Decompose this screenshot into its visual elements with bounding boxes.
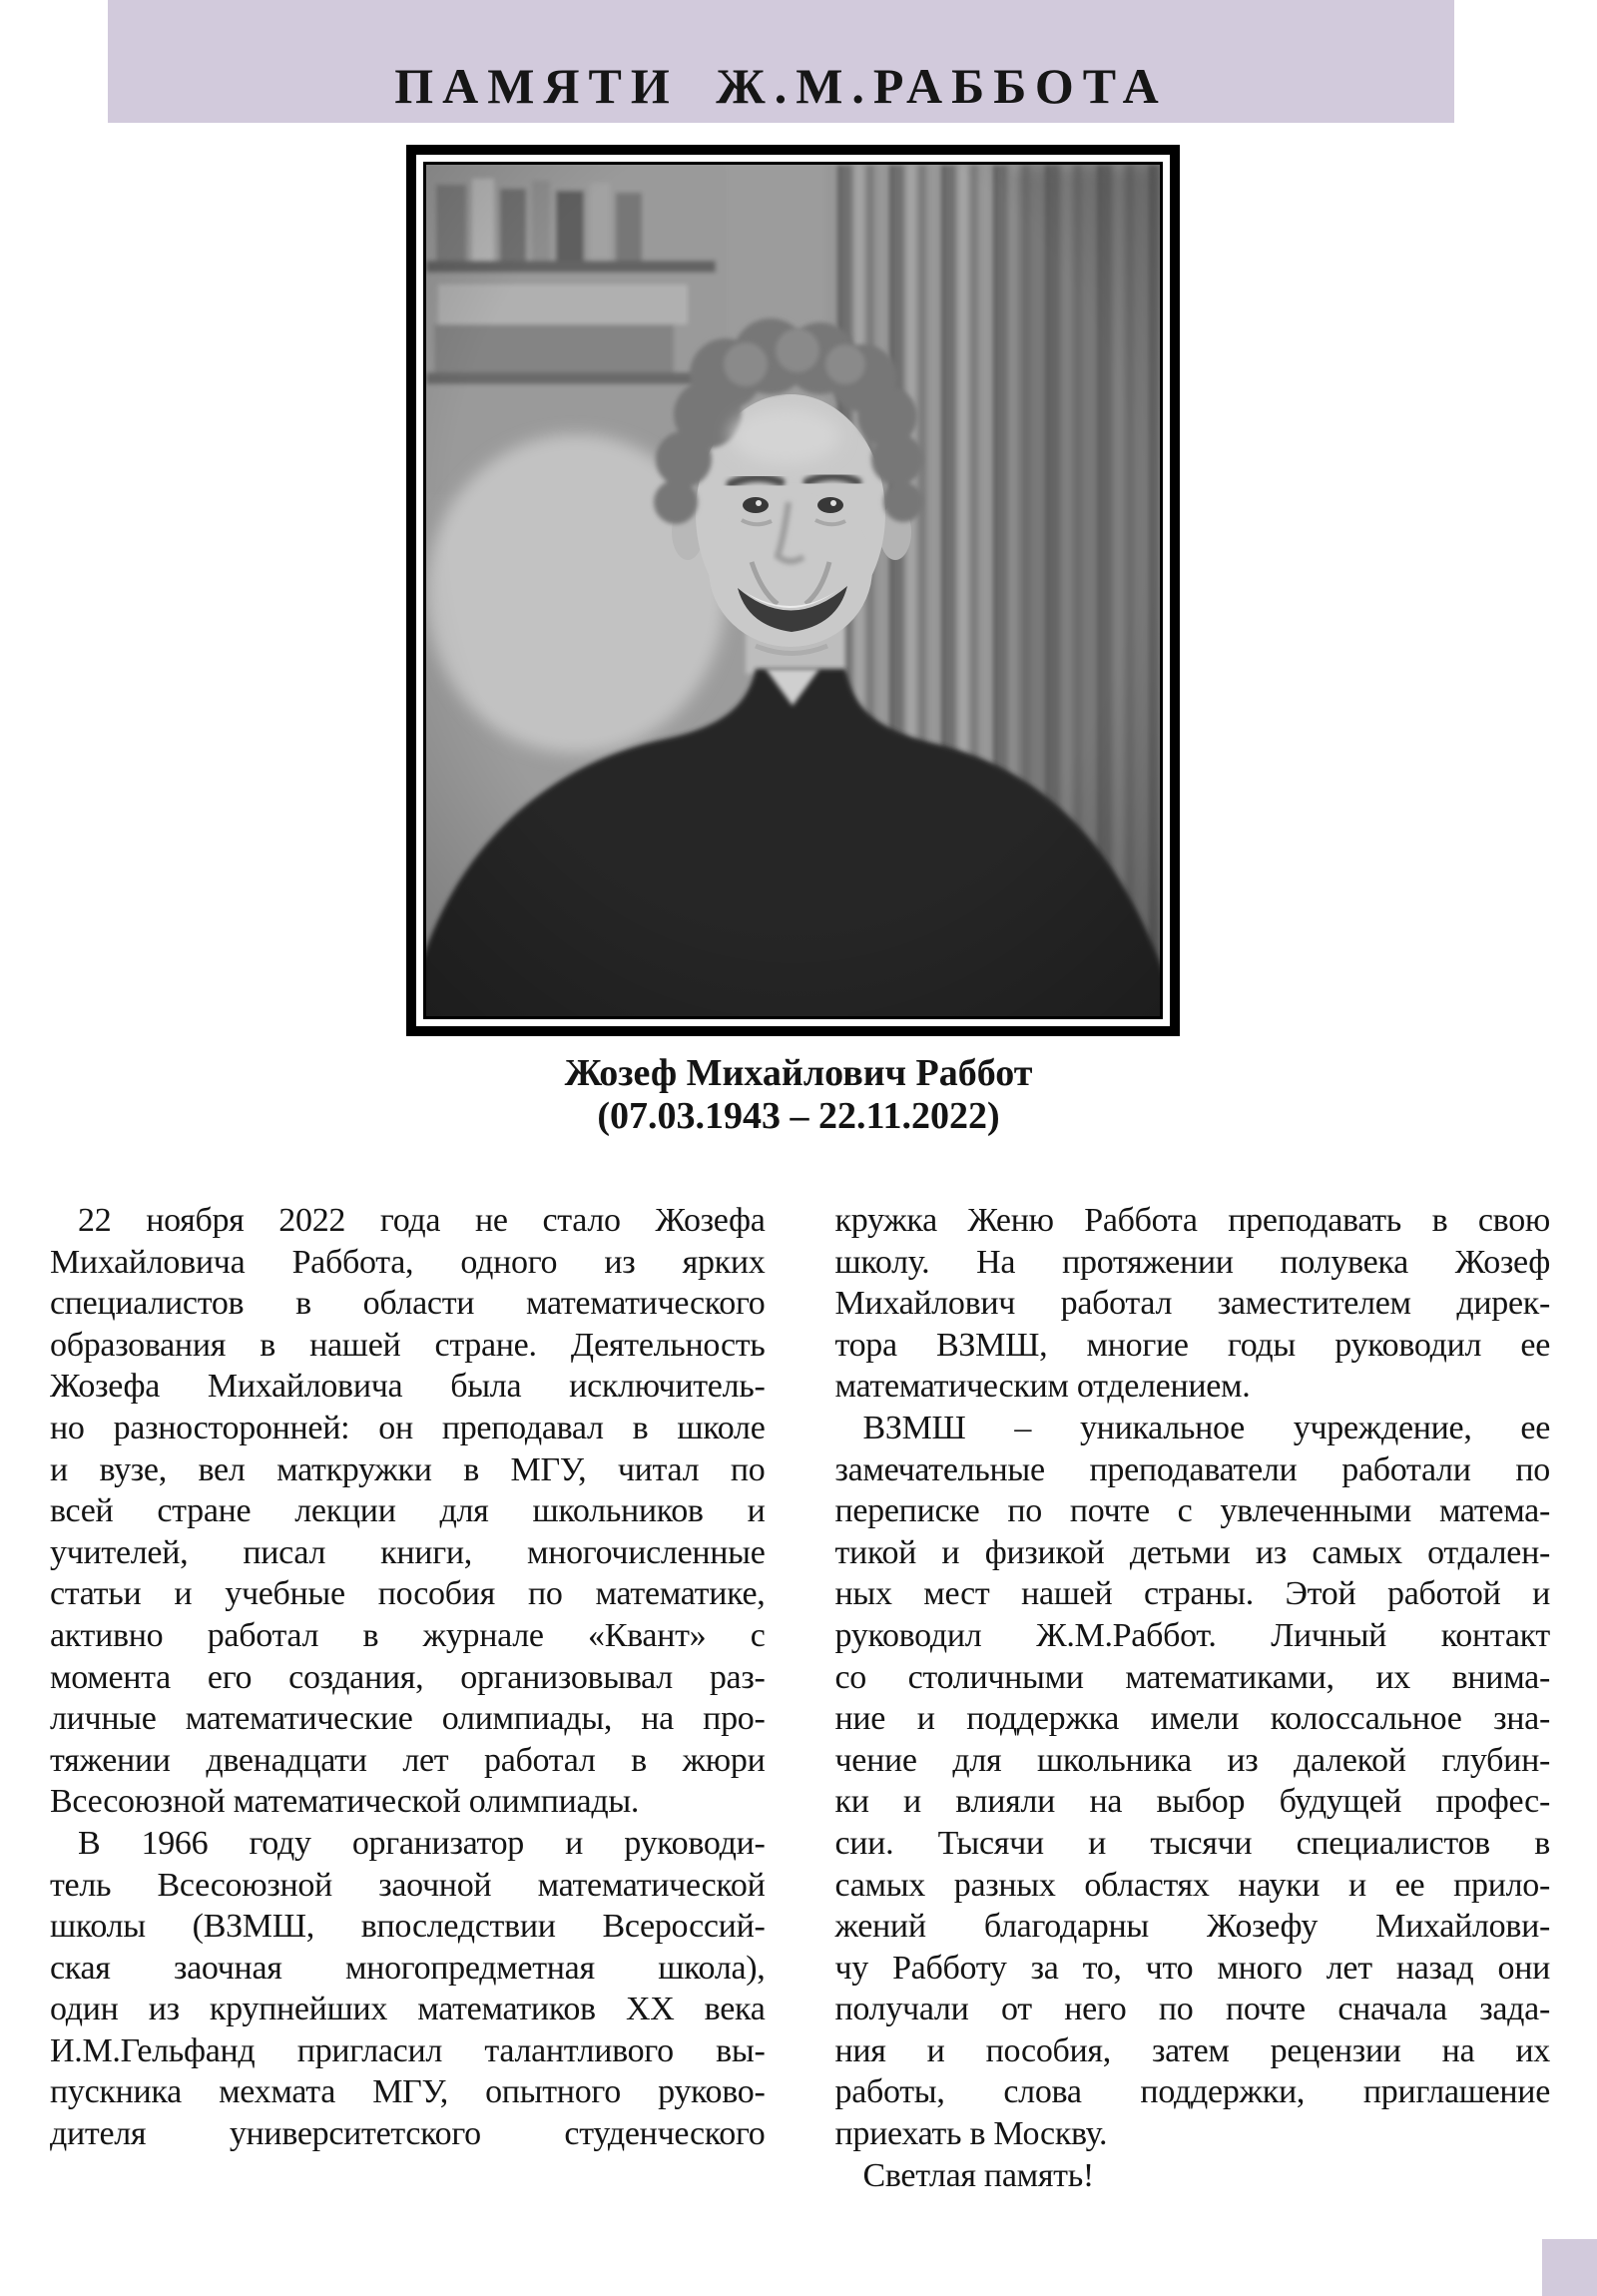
text-line: 22 ноября 2022 года не стало Жозефа	[78, 1202, 766, 1239]
text-line: Светлая память!	[862, 2156, 1094, 2194]
text-line: замечательные преподаватели работали по	[834, 1450, 1550, 1488]
text-line: чу Рабботу за то, что много лет назад они	[834, 1949, 1550, 1987]
text-line: тикой и физикой детьми из самых отдален-	[834, 1533, 1550, 1571]
text-line: дителя университетского студенческого	[50, 2115, 766, 2153]
text-line: со столичными математиками, их внима-	[834, 1658, 1550, 1696]
text-line: тель Всесоюзной заочной математической	[50, 1866, 766, 1904]
text-line: и вузе, вел маткружки в МГУ, читал по	[50, 1450, 766, 1488]
text-line: жений благодарны Жозефу Михайлови-	[834, 1908, 1550, 1946]
portrait-illustration	[426, 165, 1160, 1016]
article-text	[50, 1200, 1550, 2196]
corner-decoration	[1542, 2239, 1597, 2296]
text-line: ния и пособия, затем рецензии на их	[834, 2031, 1550, 2069]
text-line: И.М.Гельфанд пригласил талантливого вы-	[50, 2031, 766, 2069]
text-line: тяжении двенадцати лет работал в жюри	[50, 1741, 766, 1779]
text-line: получали от него по почте сначала зада-	[834, 1991, 1550, 2028]
text-line: активно работал в журнале «Квант» с	[50, 1616, 766, 1654]
text-line: руководил Ж.М.Раббот. Личный контакт	[834, 1616, 1550, 1654]
text-line: чение для школьника из далекой глубин-	[834, 1741, 1550, 1779]
text-line: ВЗМШ – уникальное учреждение, ее	[862, 1409, 1550, 1446]
caption-dates: (07.03.1943 – 22.11.2022)	[597, 1095, 1000, 1137]
text-line: школу. На протяжении полувека Жозеф	[834, 1243, 1550, 1281]
text-line: приехать в Москву.	[834, 2115, 1108, 2153]
text-line: один из крупнейших математиков XX века	[50, 1991, 766, 2028]
text-line: ных мест нашей страны. Этой работой и	[834, 1575, 1550, 1613]
text-line: ние и поддержка имели колоссальное зна-	[834, 1700, 1550, 1738]
text-line: переписке по почте с увлеченными матема-	[834, 1492, 1550, 1530]
text-line: сии. Тысячи и тысячи специалистов в	[834, 1824, 1550, 1862]
text-line: специалистов в области математического	[50, 1285, 766, 1323]
text-line: ки и влияли на выбор будущей профес-	[834, 1783, 1550, 1821]
text-line: учителей, писал книги, многочисленные	[50, 1533, 766, 1571]
text-line: но разносторонней: он преподавал в школе	[50, 1409, 766, 1446]
text-line: личные математические олимпиады, на про-	[50, 1700, 766, 1738]
text-line: Михайлович работал заместителем дирек-	[834, 1285, 1550, 1323]
text-column-left	[50, 1200, 766, 2196]
text-line: самых разных областях науки и ее прило-	[834, 1866, 1550, 1904]
header-banner	[108, 0, 1454, 123]
portrait-frame	[406, 145, 1180, 1036]
text-line: математическим отделением.	[834, 1368, 1251, 1406]
text-line: Михайловича Раббота, одного из ярких	[50, 1243, 766, 1281]
text-line: пускника мехмата МГУ, опытного руково-	[50, 2073, 766, 2111]
text-line: тора ВЗМШ, многие годы руководил ее	[834, 1326, 1550, 1364]
photo-caption	[0, 1052, 1597, 1138]
text-column-right	[835, 1200, 1551, 2196]
text-line: Жозефа Михайловича была исключитель-	[50, 1368, 766, 1406]
portrait-photo	[423, 162, 1163, 1019]
text-line: школы (ВЗМШ, впоследствии Всероссий-	[50, 1908, 766, 1946]
page-title: ПАМЯТИ Ж.М.РАББОТА	[394, 58, 1168, 114]
text-line: Всесоюзной математической олимпиады.	[50, 1783, 640, 1821]
text-line: всей стране лекции для школьников и	[50, 1492, 766, 1530]
caption-name: Жозеф Михайлович Раббот	[564, 1052, 1033, 1094]
text-line: момента его создания, организовывал раз-	[50, 1658, 766, 1696]
text-line: образования в нашей стране. Деятельность	[50, 1326, 766, 1364]
text-line: ская заочная многопредметная школа),	[50, 1949, 766, 1987]
text-line: В 1966 году организатор и руководи-	[78, 1824, 766, 1862]
text-line: кружка Женю Раббота преподавать в свою	[834, 1202, 1550, 1239]
text-line: статьи и учебные пособия по математике,	[50, 1575, 766, 1613]
text-line: работы, слова поддержки, приглашение	[834, 2073, 1550, 2111]
